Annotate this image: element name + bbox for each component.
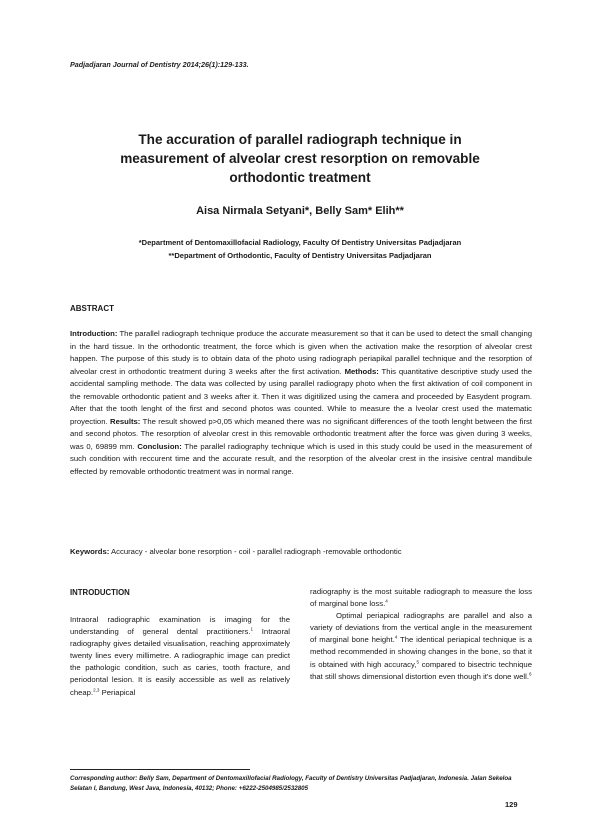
right-column	[310, 586, 532, 683]
paragraph	[70, 614, 290, 699]
title-line: measurement of alveolar crest resorption on removable	[120, 151, 480, 166]
reference-mark: 2,3	[93, 687, 100, 692]
abstract-body	[70, 328, 532, 479]
reference-mark: 4	[385, 598, 388, 604]
abstract-text-conclusion: The parallel radiography technique which is used in this study could be used in the measurement of such condition with reccurent time and the accurate result, and the resorption of the alveolar crest in the insisive central mandibule effected by removable orthodontic treatment was in normal range.	[70, 441, 532, 477]
affiliation: *Department of Dentomaxillofacial Radiology, Faculty Of Dentistry Universitas Padjadjaran	[138, 238, 462, 247]
body-text: compared to bisectric technique that still shows dimensional distortion even though it's done well.	[310, 659, 532, 681]
body-text: The identical periapical technique is a method recommended in showing changes in the bone, so that it is obtained with high accuracy,	[310, 635, 532, 669]
paragraph	[310, 610, 532, 683]
body-text: Optimal periapical radiographs are parallel and also a variety of deviations from the vertical angle in the measurement of marginal bone height.	[310, 611, 532, 645]
abstract-label-methods: Methods:	[344, 366, 379, 376]
body-text: Periapical	[99, 687, 136, 697]
abstract-text-methods: This quantitative descriptive study used the accidental sampling methode. The data was collected by using parallel radiograpy photo when the first aktivation of coil component in the removable orthodontic patient and 3 weeks after it. Then it was digitilized using the camera and proceeded by Easydent program. After that the tooth lenght of the first and second photos was counted. While to measure the a lveolar crest used the matematic proyection.	[70, 366, 532, 426]
paper-title	[70, 130, 530, 187]
paragraph	[310, 586, 532, 610]
abstract-heading: ABSTRACT	[70, 304, 114, 313]
title-line: The accuration of parallel radiograph technique in	[138, 132, 462, 147]
affiliations	[70, 236, 530, 262]
footnote-rule	[70, 769, 250, 770]
reference-mark: 4	[394, 634, 398, 640]
reference-mark: 6	[528, 671, 532, 677]
body-text: Intraoral radiography gives detailed visualisation, reaching approximately twenty lines every millimetre. A radiographic image can predict the pathologic condition, such as caries, tooth fracture, and periodontal lesion. It is easily accessible as well as relatively cheap.	[70, 627, 290, 697]
abstract-text-introduction: The parallel radiograph technique produce the accurate measurement so that it can be used to detect the small changing in the hard tissue. In the orthodontic treatment, the force which is given when the activation make the resorption of alveolar crest happen. The purpose of this study is to obtain data of the photo using radiograph periapikal parallel technique and the resorption of alveolar crest in orthodontic treatment during 3 weeks after the first activation.	[70, 329, 532, 376]
reference-mark: 5	[416, 659, 419, 664]
keywords-text: Accuracy - alveolar bone resorption - coil - parallel radiograph -removable orthodontic	[109, 547, 402, 556]
corresponding-author-footnote: Corresponding author: Belly Sam, Department of Dentomaxillofacial Radiology, Faculty of Dentistry Universitas Padjadjaran, Indonesia. Jalan Sekeloa Selatan I, Bandung, West Java, Indonesia, 40132; Phone: +6222-2504985/2532805	[70, 775, 512, 792]
title-line: orthodontic treatment	[229, 170, 371, 185]
journal-header: Padjadjaran Journal of Dentistry 2014;26(1):129-133.	[70, 60, 249, 69]
abstract-label-conclusion: Conclusion:	[137, 441, 182, 451]
introduction-heading: INTRODUCTION	[70, 588, 130, 597]
affiliation: **Department of Orthodontic, Faculty of Dentistry Universitas Padjadjaran	[168, 251, 432, 260]
keywords	[70, 547, 532, 556]
page-number: 129	[505, 800, 518, 809]
abstract-label-results: Results:	[110, 416, 141, 426]
reference-mark: 1	[250, 626, 254, 632]
body-text: radiography is the most suitable radiograph to measure the loss of marginal bone loss.	[310, 587, 532, 609]
body-text: Intraoral radiographic examination is imaging for the understanding of general dental practitioners.	[70, 615, 290, 637]
abstract-text-results: The result showed p>0,05 which meaned there was no significant differences of the tooth lenght between the first and second photos. The resorption of alveolar crest in this removable orthodontic treatment after the force was given during 3 weeks, was 0, 69899 mm.	[70, 416, 532, 451]
abstract-label-introduction: Introduction:	[70, 329, 118, 338]
author-list: Aisa Nirmala Setyani*, Belly Sam* Elih**	[196, 205, 404, 217]
left-column	[70, 614, 290, 699]
keywords-label: Keywords:	[70, 547, 110, 556]
